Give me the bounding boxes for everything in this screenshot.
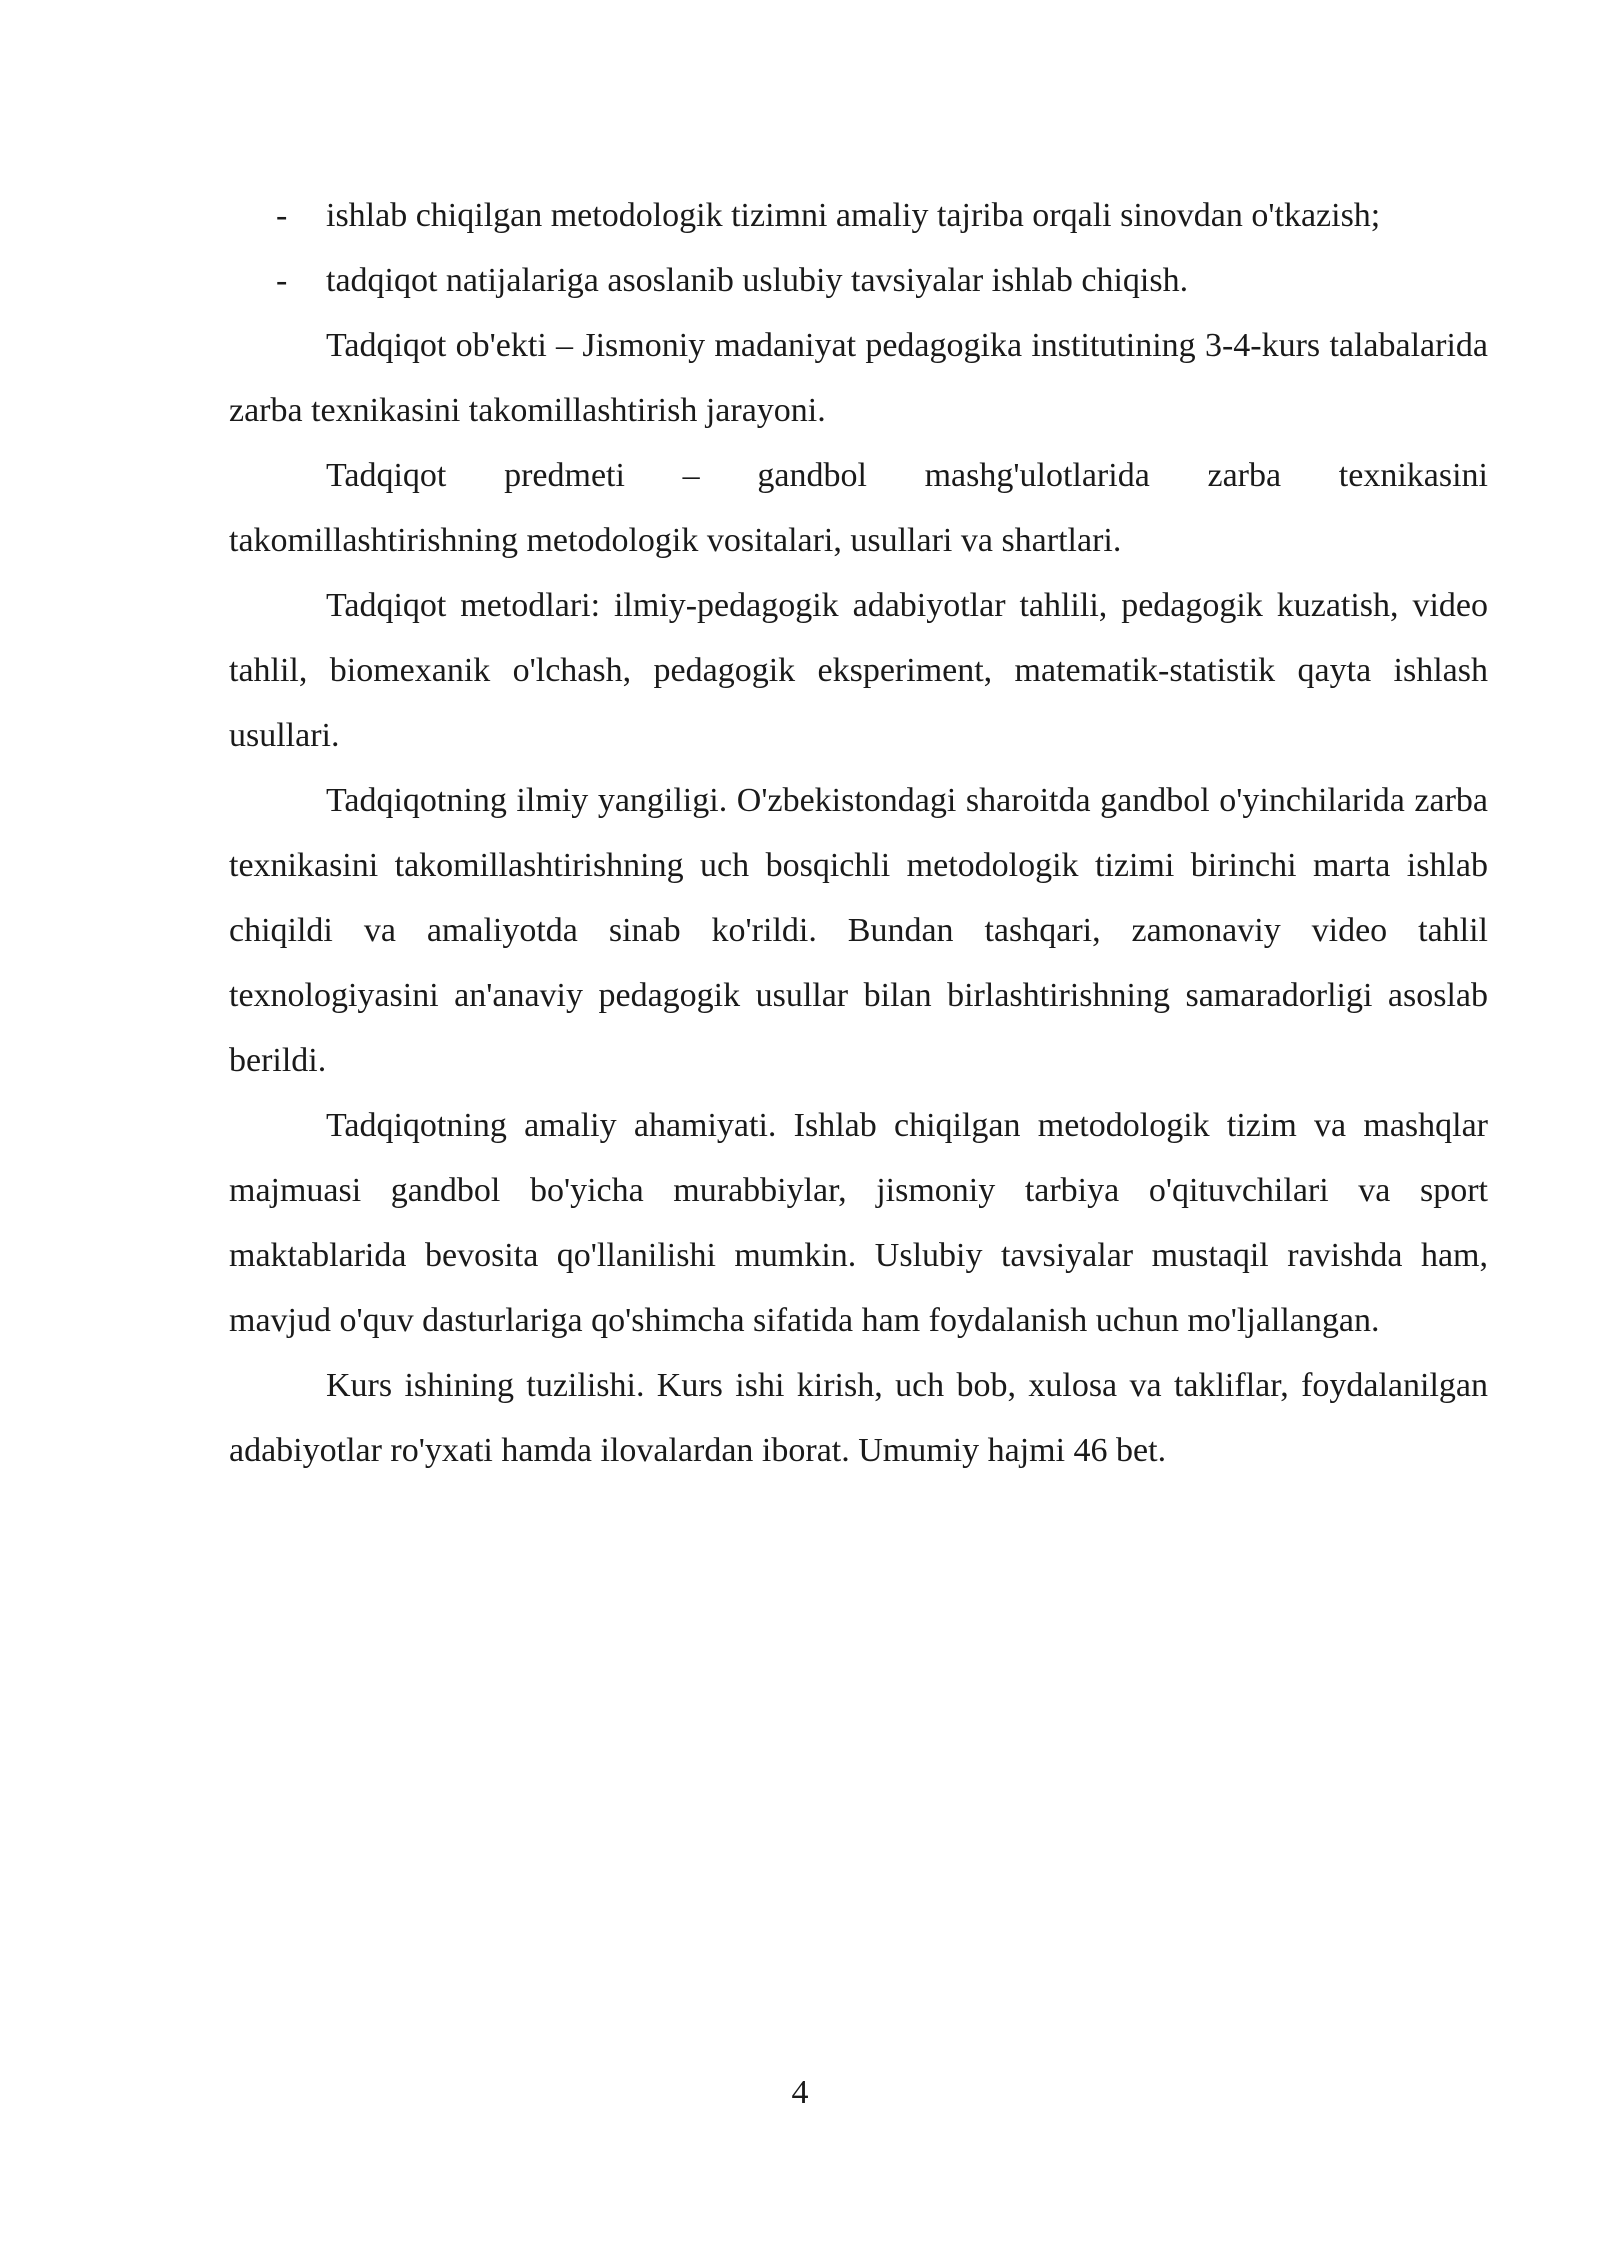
bullet-item: [229, 248, 1488, 313]
paragraph-research-subject: Tadqiqot predmeti – gandbol mashg'ulotlarida zarba texnikasini takomillashtirishning metodologik vositalari, usullari va shartlari.: [229, 457, 1488, 559]
page-number: 4: [791, 2074, 809, 2111]
bullet-text: tadqiqot natijalariga asoslanib uslubiy tavsiyalar ishlab chiqish.: [326, 262, 1189, 299]
paragraph-scientific-novelty: Tadqiqotning ilmiy yangiligi. O'zbekistondagi sharoitda gandbol o'yinchilarida zarba texnikasini takomillashtirishning uch bosqichli metodologik tizimi birinchi marta ishlab chiqildi va amaliyotda sinab ko'rildi. Bundan tashqari, zamonaviy video tahlil texnologiyasini an'anaviy pedagogik usullar bilan birlashtirishning samaradorligi asoslab berildi.: [229, 782, 1488, 1079]
bullet-text: ishlab chiqilgan metodologik tizimni amaliy tajriba orqali sinovdan o'tkazish;: [326, 197, 1381, 234]
bullet-dash: -: [276, 262, 288, 299]
page-body: [229, 183, 1488, 1483]
bullet-item: [229, 183, 1488, 248]
bullet-dash: -: [276, 197, 288, 234]
paragraph-research-methods: Tadqiqot metodlari: ilmiy-pedagogik adabiyotlar tahlili, pedagogik kuzatish, video tahlil, biomexanik o'lchash, pedagogik eksperiment, matematik-statistik qayta ishlash usullari.: [229, 587, 1488, 754]
paragraph-structure: Kurs ishining tuzilishi. Kurs ishi kirish, uch bob, xulosa va takliflar, foydalanilgan adabiyotlar ro'yxati hamda ilovalardan iborat. Umumiy hajmi 46 bet.: [229, 1367, 1488, 1469]
paragraph-research-object: Tadqiqot ob'ekti – Jismoniy madaniyat pedagogika institutining 3-4-kurs talabalarida zarba texnikasini takomillashtirish jarayoni.: [229, 327, 1488, 429]
paragraph-practical-significance: Tadqiqotning amaliy ahamiyati. Ishlab chiqilgan metodologik tizim va mashqlar majmuasi gandbol bo'yicha murabbiylar, jismoniy tarbiya o'qituvchilari va sport maktablarida bevosita qo'llanilishi mumkin. Uslubiy tavsiyalar mustaqil ravishda ham, mavjud o'quv dasturlariga qo'shimcha sifatida ham foydalanish uchun mo'ljallangan.: [229, 1107, 1488, 1339]
